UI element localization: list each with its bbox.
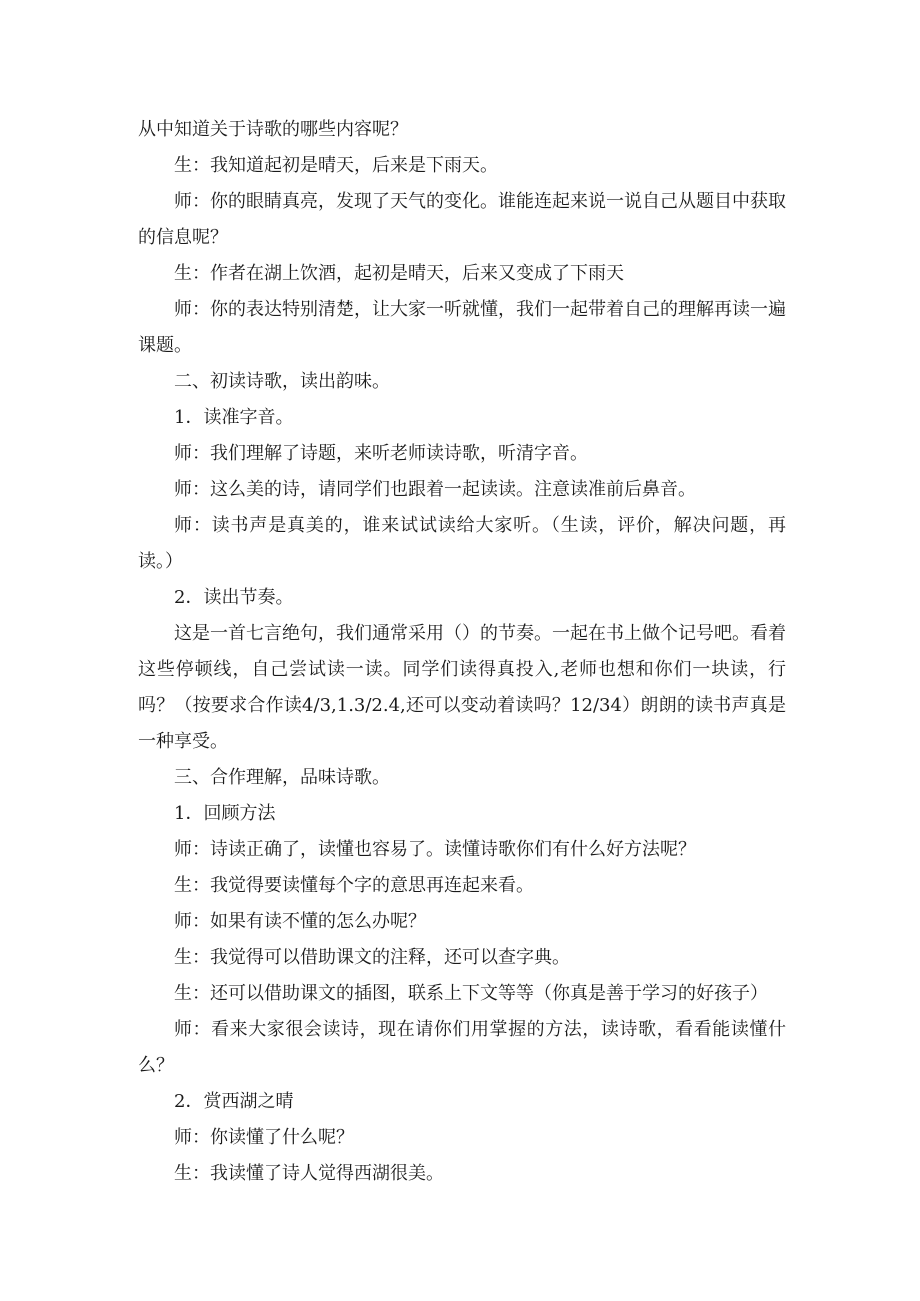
paragraph-22: 生：我读懂了诗人觉得西湖很美。 [174, 1163, 444, 1184]
paragraph-11: 这是一首七言绝句，我们通常采用（）的节奏。一起在书上做个记号吧。看着这些停顿线，自己尝试读一读。同学们读得真投入,老师也想和你们一块读，行吗？（按要求合作读4/3,1.3/2.4,还可以变动着读吗？12/34）朗朗的读书声真是一种享受。 [138, 623, 786, 752]
paragraph-8: 师：这么美的诗，请同学们也跟着一起读读。注意读准前后鼻音。 [174, 479, 696, 500]
paragraph-9: 师：读书声是真美的，谁来试试读给大家听。（生读，评价，解决问题，再读。） [138, 515, 786, 572]
paragraph-16: 师：如果有读不懂的怎么办呢？ [174, 911, 426, 932]
paragraph-4: 师：你的表达特别清楚，让大家一听就懂，我们一起带着自己的理解再读一遍课题。 [138, 299, 786, 356]
subheading-3-1: 1．回顾方法 [174, 803, 276, 824]
paragraph-21: 师：你读懂了什么呢？ [174, 1127, 354, 1148]
paragraph-1: 生：我知道起初是晴天，后来是下雨天。 [174, 155, 498, 176]
paragraph-2: 师：你的眼睛真亮，发现了天气的变化。谁能连起来说一说自己从题目中获取的信息呢？ [138, 191, 786, 248]
paragraph-19: 师：看来大家很会读诗，现在请你们用掌握的方法，读诗歌，看看能读懂什么？ [138, 1019, 786, 1076]
paragraph-14: 师：诗读正确了，读懂也容易了。读懂诗歌你们有什么好方法呢？ [174, 839, 696, 860]
section-heading-3: 三、合作理解，品味诗歌。 [174, 767, 390, 788]
paragraph-7: 师：我们理解了诗题，来听老师读诗歌，听清字音。 [174, 443, 588, 464]
section-heading-2: 二、初读诗歌，读出韵味。 [174, 371, 390, 392]
paragraph-3: 生：作者在湖上饮酒，起初是晴天，后来又变成了下雨天 [174, 263, 624, 284]
subheading-3-2: 2．赏西湖之晴 [174, 1091, 294, 1112]
paragraph-15: 生：我觉得要读懂每个字的意思再连起来看。 [174, 875, 534, 896]
paragraph-17: 生：我觉得可以借助课文的注释，还可以查字典。 [174, 947, 570, 968]
subheading-2-2: 2．读出节奏。 [174, 587, 294, 608]
document-body [138, 112, 786, 1192]
paragraph-0: 从中知道关于诗歌的哪些内容呢？ [138, 119, 408, 140]
subheading-2-1: 1．读准字音。 [174, 407, 294, 428]
paragraph-18: 生：还可以借助课文的插图，联系上下文等等（你真是善于学习的好孩子） [174, 983, 768, 1004]
